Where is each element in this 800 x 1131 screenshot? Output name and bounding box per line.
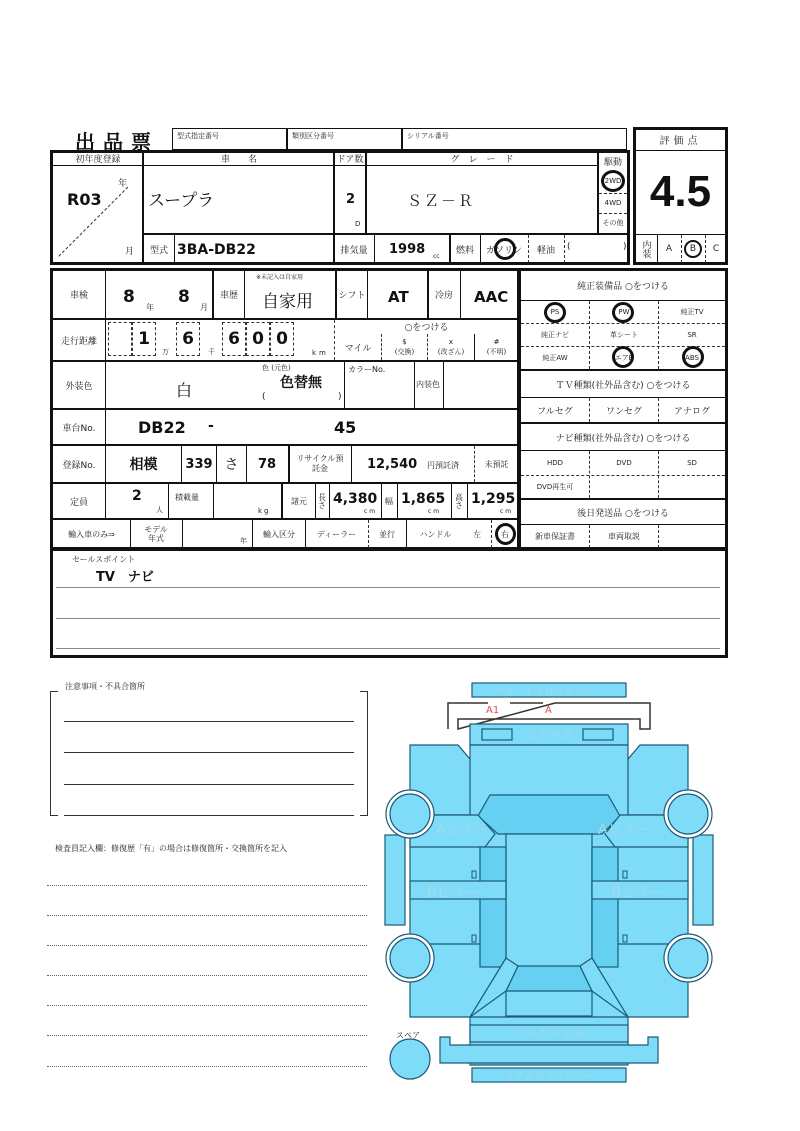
fuel-option-diesel[interactable]: 軽油 bbox=[536, 245, 555, 256]
displacement-value: 1998 bbox=[389, 242, 426, 257]
equipment-item-genuine-aw[interactable]: 純正AW bbox=[542, 354, 568, 362]
first-reg-value: R03 bbox=[67, 190, 102, 209]
interior-color-label: 内装色 bbox=[416, 379, 440, 389]
pw-circle bbox=[612, 302, 634, 323]
drive-option-2wd[interactable]: 2WD bbox=[604, 177, 622, 185]
mileage-digit-box-2[interactable]: 1 bbox=[132, 322, 156, 356]
type-designation-label: 型式指定番号 bbox=[177, 132, 219, 140]
registration-label: 登録No. bbox=[62, 460, 96, 471]
mileage-mark-label: ○をつける bbox=[404, 323, 449, 333]
fuel-label: 燃料 bbox=[455, 245, 474, 256]
mileage-option-tampered[interactable] bbox=[428, 334, 474, 360]
drive-option-4wd[interactable]: 4WD bbox=[604, 199, 622, 207]
type-designation-field[interactable] bbox=[172, 128, 287, 150]
door-label: ドア数 bbox=[336, 155, 364, 165]
drive-label: 駆動 bbox=[603, 157, 622, 168]
category-field[interactable] bbox=[287, 128, 402, 150]
shaken-month-unit: 月 bbox=[200, 303, 208, 312]
sales-point-value[interactable]: TV ナビ bbox=[96, 570, 154, 585]
original-color-label: 色 (元色) bbox=[262, 364, 291, 372]
chassis-label: 車台No. bbox=[62, 423, 96, 434]
handle-left-option[interactable]: 左 bbox=[473, 529, 481, 539]
a-pillar-left-label[interactable]: Aピラー bbox=[436, 822, 488, 838]
model-year-label: モデル年式 bbox=[144, 525, 168, 543]
navi-option-dvd-playback[interactable]: DVD再生可 bbox=[536, 483, 574, 491]
navi-option-sd[interactable]: SD bbox=[687, 459, 697, 467]
history-label: 車歴 bbox=[219, 290, 238, 301]
equipment-item-airbag[interactable]: エアB bbox=[614, 354, 634, 362]
recycle-amount: 12,540 bbox=[367, 457, 418, 472]
model-value: 3BA-DB22 bbox=[177, 242, 256, 258]
equipment-item-sunroof[interactable]: SR bbox=[687, 331, 697, 339]
first-reg-label: 初年度登録 bbox=[75, 155, 121, 165]
shift-label: シフト bbox=[338, 290, 366, 301]
equipment-item-pw[interactable]: PW bbox=[618, 308, 630, 316]
unknown-text: (不明) bbox=[486, 348, 507, 356]
caution-line-2 bbox=[64, 752, 354, 753]
unknown-symbol: # bbox=[493, 338, 500, 346]
tampered-symbol: x bbox=[448, 338, 454, 346]
recycle-status: 円預託済 bbox=[427, 461, 459, 470]
exchanged-symbol: $ bbox=[402, 338, 407, 346]
history-note: ※未記入は自家用 bbox=[256, 274, 304, 281]
width-unit: cm bbox=[428, 508, 442, 515]
exterior-color-label: 外装色 bbox=[65, 381, 93, 392]
equipment-title: 純正装備品 ○をつける bbox=[577, 281, 669, 292]
interior-option-c[interactable]: C bbox=[712, 244, 720, 254]
later-items-title: 後日発送品 ○をつける bbox=[577, 508, 669, 519]
inspector-line-6 bbox=[47, 1035, 367, 1036]
grade-label: グ レ ー ド bbox=[450, 155, 514, 165]
model-label: 型式 bbox=[149, 245, 168, 256]
first-reg-year-unit: 年 bbox=[118, 179, 128, 189]
tv-option-fullseg[interactable]: フルセグ bbox=[537, 406, 573, 417]
door-unit: D bbox=[355, 220, 361, 228]
import-type-label: 輸入区分 bbox=[263, 529, 295, 539]
capacity-label: 定員 bbox=[69, 497, 88, 508]
height-unit: cm bbox=[500, 508, 514, 515]
load-label: 積載量 bbox=[175, 493, 199, 502]
displacement-label: 排気量 bbox=[340, 245, 368, 256]
rear-cross-member-label[interactable]: リアクロスメンバー bbox=[504, 1071, 594, 1083]
core-support-label[interactable]: コアサポ bbox=[524, 727, 573, 742]
serial-label: シリアル番号 bbox=[407, 132, 449, 140]
registration-class: 339 bbox=[185, 456, 213, 472]
equipment-item-genuine-navi[interactable]: 純正ナビ bbox=[541, 331, 569, 339]
navi-option-dvd[interactable]: DVD bbox=[616, 459, 632, 467]
mileage-digit-box-3[interactable]: 6 bbox=[176, 322, 200, 356]
height-value: 1,295 bbox=[471, 491, 516, 507]
marker-a1: A1 bbox=[486, 705, 500, 716]
fuel-other-open: ( bbox=[567, 242, 571, 252]
front-cross-member-label[interactable]: フロントクロスメンバー bbox=[494, 686, 604, 698]
grade-value: ＳＺ－Ｒ bbox=[407, 192, 476, 210]
registration-kana: さ bbox=[224, 457, 239, 473]
caution-line-1 bbox=[64, 721, 354, 722]
width-value: 1,865 bbox=[401, 491, 446, 507]
tv-title: ＴＶ種類(社外品含む) ○をつける bbox=[555, 380, 691, 391]
fuel-option-gasoline[interactable]: ガソリン bbox=[485, 245, 522, 256]
interior-label: 内装 bbox=[640, 240, 651, 258]
length-unit: cm bbox=[364, 508, 378, 515]
import-parallel-option[interactable]: 並行 bbox=[379, 529, 395, 539]
interior-option-b[interactable]: B bbox=[689, 244, 697, 254]
first-reg-month-unit: 月 bbox=[125, 247, 135, 257]
history-value: 自家用 bbox=[262, 292, 313, 312]
fuel-other-close: ) bbox=[623, 242, 627, 252]
repaint-paren-open: ( bbox=[262, 392, 266, 402]
b-pillar-left-label[interactable]: Bピラー bbox=[427, 885, 479, 901]
mileage-digit-box-1[interactable] bbox=[108, 322, 132, 356]
ac-value: AAC bbox=[474, 288, 509, 306]
displacement-unit: cc bbox=[433, 253, 440, 260]
import-label: 輸入車のみ⇒ bbox=[68, 529, 115, 539]
sales-line-2 bbox=[56, 618, 720, 619]
caution-label: 注意事項・不具合箇所 bbox=[65, 682, 145, 691]
door-value: 2 bbox=[346, 192, 356, 207]
recycle-unpaid[interactable]: 未預託 bbox=[484, 459, 509, 469]
drive-option-other[interactable]: その他 bbox=[602, 219, 624, 227]
sales-line-1 bbox=[56, 587, 720, 588]
height-label: 高さ bbox=[454, 493, 464, 509]
equipment-item-leather-seat[interactable]: 革シート bbox=[610, 331, 638, 339]
later-item-warranty[interactable]: 新車保証書 bbox=[535, 532, 575, 541]
fuel-selected-circle bbox=[494, 238, 516, 260]
inspector-line-7 bbox=[47, 1066, 367, 1067]
import-dealer-option[interactable]: ディーラー bbox=[316, 529, 357, 539]
shaken-year-unit: 年 bbox=[146, 303, 154, 312]
interior-option-a[interactable]: A bbox=[665, 244, 673, 254]
handle-label: ハンドル bbox=[419, 529, 452, 539]
shaken-year: 8 bbox=[123, 287, 135, 307]
inspector-line-1 bbox=[47, 885, 367, 886]
equipment-item-genuine-tv[interactable]: 純正TV bbox=[680, 308, 704, 316]
length-value: 4,380 bbox=[333, 491, 378, 507]
capacity-unit: 人 bbox=[156, 506, 163, 514]
mileage-option-mile[interactable]: マイル bbox=[344, 343, 372, 354]
a-pillar-right-label[interactable]: Aピラー bbox=[598, 822, 650, 838]
car-name-label: 車 名 bbox=[220, 155, 257, 165]
chassis-suffix: 45 bbox=[334, 418, 357, 437]
mileage-km-unit: km bbox=[312, 349, 329, 357]
mileage-digit-box-5[interactable]: 0 bbox=[246, 322, 270, 356]
drive-selected-circle bbox=[601, 170, 625, 192]
shift-value: AT bbox=[388, 288, 409, 306]
later-item-manual[interactable]: 車両取説 bbox=[608, 532, 640, 541]
mileage-option-unknown[interactable] bbox=[475, 334, 518, 360]
chassis-prefix: DB22 bbox=[138, 418, 186, 437]
load-unit: kg bbox=[258, 507, 271, 515]
recycle-label: リサイクル預託金 bbox=[296, 454, 344, 473]
registration-region: 相模 bbox=[129, 457, 158, 473]
mileage-sen-unit: 千 bbox=[208, 348, 215, 356]
first-reg-diagonal bbox=[55, 185, 130, 260]
chassis-dash: - bbox=[208, 418, 214, 434]
shaken-label: 車検 bbox=[69, 290, 88, 301]
navi-option-hdd[interactable]: HDD bbox=[546, 459, 564, 467]
inspector-line-5 bbox=[47, 1005, 367, 1006]
car-name-value: スープラ bbox=[148, 191, 215, 211]
sales-point-box bbox=[50, 548, 728, 658]
navi-title: ナビ種類(社外品含む) ○をつける bbox=[555, 433, 691, 444]
shaken-month: 8 bbox=[178, 287, 190, 307]
equipment-item-abs[interactable]: ABS bbox=[685, 354, 699, 362]
exchanged-text: (交換) bbox=[394, 348, 415, 356]
sales-line-3 bbox=[56, 648, 720, 649]
repaint-value: 色替無 bbox=[280, 375, 322, 391]
mileage-digit-box-6[interactable]: 0 bbox=[270, 322, 294, 356]
mileage-digit-box-4[interactable]: 6 bbox=[222, 322, 246, 356]
width-label: 幅 bbox=[385, 496, 393, 506]
model-year-unit: 年 bbox=[240, 537, 247, 545]
caution-bracket-left bbox=[50, 691, 58, 816]
abs-circle bbox=[682, 346, 704, 368]
spare-label: スペア bbox=[396, 1031, 420, 1040]
inspector-line-2 bbox=[47, 915, 367, 916]
length-label: 長さ bbox=[317, 493, 327, 509]
score-value: 4.5 bbox=[649, 167, 712, 216]
mileage-option-exchanged[interactable] bbox=[382, 334, 427, 360]
spec-label: 諸元 bbox=[291, 496, 307, 506]
equipment-item-ps[interactable]: PS bbox=[550, 308, 560, 316]
caution-line-3 bbox=[64, 784, 354, 785]
exterior-color-value: 白 bbox=[176, 381, 193, 400]
ps-circle bbox=[544, 302, 566, 323]
airbag-circle bbox=[612, 346, 634, 368]
handle-selected-circle bbox=[495, 523, 516, 545]
interior-selected-circle bbox=[684, 240, 702, 258]
inspector-label: 検査員記入欄：修復歴「有」の場合は修復箇所・交換箇所を記入 bbox=[55, 844, 287, 853]
caution-bracket-right bbox=[360, 691, 368, 816]
ac-label: 冷房 bbox=[434, 290, 453, 301]
mileage-man-unit: 万 bbox=[162, 348, 169, 356]
score-label: 評価点 bbox=[659, 135, 702, 147]
category-label: 類別区分番号 bbox=[292, 132, 334, 140]
tampered-text: (改ざん) bbox=[437, 348, 465, 356]
inspector-line-3 bbox=[47, 945, 367, 946]
tv-option-analog[interactable]: アナログ bbox=[673, 406, 710, 417]
registration-number: 78 bbox=[257, 456, 277, 472]
mileage-label: 走行距離 bbox=[60, 336, 97, 347]
tv-option-oneseg[interactable]: ワンセグ bbox=[605, 406, 642, 417]
sales-point-label: セールスポイント bbox=[72, 555, 136, 564]
caution-line-4 bbox=[64, 815, 354, 816]
repaint-paren-close: ) bbox=[338, 392, 342, 402]
serial-field[interactable] bbox=[402, 128, 627, 150]
form-title: 出品票 bbox=[75, 130, 159, 154]
b-pillar-right-label[interactable]: Bピラー bbox=[612, 885, 664, 901]
marker-a: A bbox=[545, 705, 552, 716]
color-no-label: カラーNo. bbox=[348, 365, 386, 374]
inspector-line-4 bbox=[47, 975, 367, 976]
handle-right-option[interactable]: 右 bbox=[501, 529, 509, 539]
back-panel-label[interactable]: バックパネル bbox=[513, 1027, 585, 1041]
capacity-value: 2 bbox=[132, 488, 142, 504]
